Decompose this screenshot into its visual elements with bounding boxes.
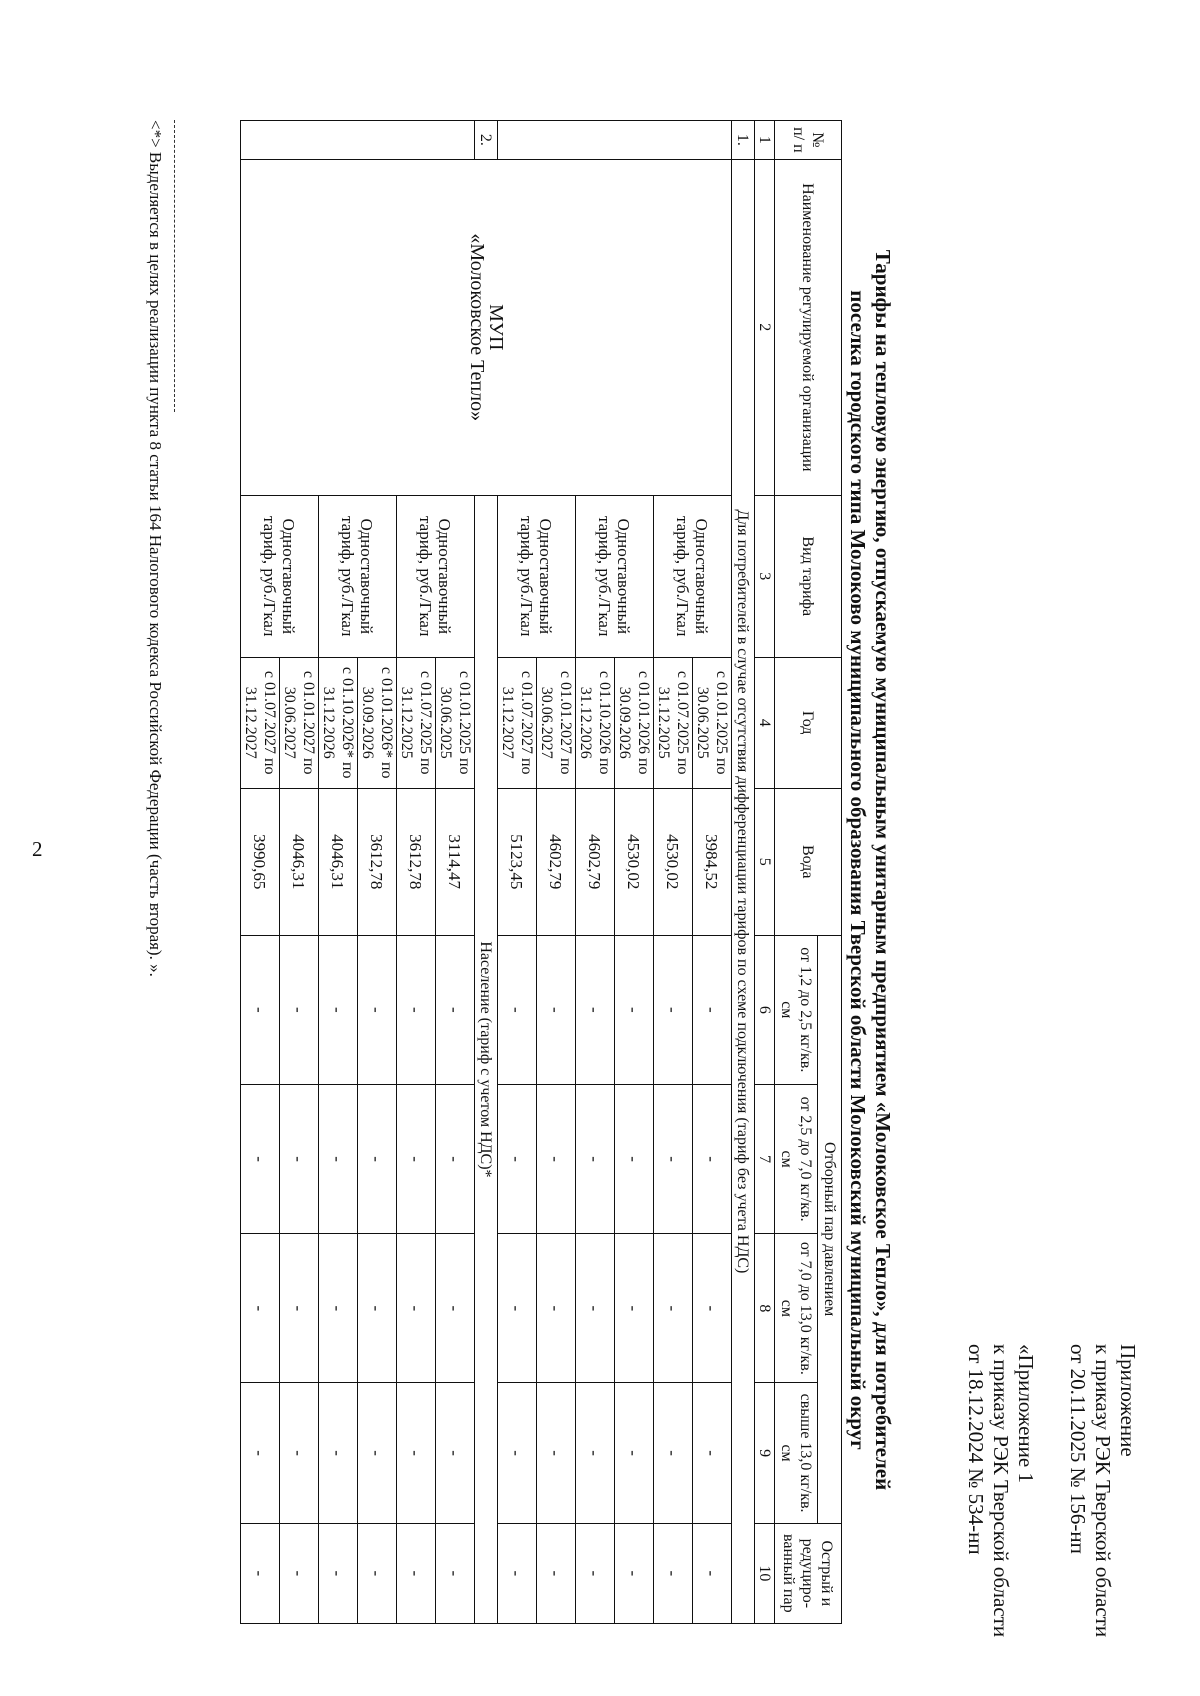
header-water: Вода <box>775 788 842 935</box>
footnote: <*> Выделяется в целях реализации пункта 8 статьи 164 Налогового кодекса Российской Федерации (часть вторая). ». <box>146 120 165 977</box>
steam-p1-value: - <box>498 935 537 1084</box>
sharp-steam-value: - <box>576 1523 615 1623</box>
period-cell: с 01.01.2026 по 30.09.2026 <box>615 657 654 788</box>
steam-p4-value: - <box>498 1383 537 1523</box>
period-cell: с 01.10.2026* по 31.12.2026 <box>319 657 358 788</box>
steam-p2-value: - <box>654 1084 693 1233</box>
steam-p3-value: - <box>576 1234 615 1383</box>
table-body <box>241 121 755 1624</box>
organization-line: «Молоковское Тепло» <box>466 233 488 422</box>
tariff-kind: Одноставочный тариф, руб./Гкал <box>319 495 397 657</box>
sharp-steam-value: - <box>693 1523 732 1623</box>
organization-name <box>241 159 732 495</box>
water-tariff: 4046,31 <box>319 788 358 935</box>
section-label: Население (тариф с учетом НДС)* <box>475 495 498 1623</box>
steam-p4-value: - <box>537 1383 576 1523</box>
steam-p3-value: - <box>498 1234 537 1383</box>
steam-p2-value: - <box>615 1084 654 1233</box>
sharp-steam-value: - <box>537 1523 576 1623</box>
steam-p1-value: - <box>615 935 654 1084</box>
sharp-steam-value: - <box>397 1523 436 1623</box>
section-row <box>732 121 755 1624</box>
steam-p1-value: - <box>280 935 319 1084</box>
tariff-kind: Одноставочный тариф, руб./Гкал <box>498 495 576 657</box>
column-number: 8 <box>755 1234 775 1383</box>
steam-p3-value: - <box>241 1234 280 1383</box>
steam-p4-value: - <box>397 1383 436 1523</box>
column-number: 4 <box>755 657 775 788</box>
period-cell: с 01.01.2025 по 30.06.2025 <box>693 657 732 788</box>
rotated-page <box>20 20 1180 1660</box>
column-number: 6 <box>755 935 775 1084</box>
appendix-line: «Приложение 1 <box>1014 1344 1038 1483</box>
steam-p3-value: - <box>280 1234 319 1383</box>
water-tariff: 4530,02 <box>615 788 654 935</box>
steam-p2-value: - <box>319 1084 358 1233</box>
header-pressure-1: от 1,2 до 2,5 кг/кв. см <box>775 935 818 1084</box>
water-tariff: 4530,02 <box>654 788 693 935</box>
title-line: поселка городского типа Молоково муниципального образования Тверской области Молоковский муниципальный округ <box>846 290 870 1450</box>
period-cell: с 01.01.2025 по 30.06.2025 <box>436 657 475 788</box>
tariff-table <box>240 120 842 1624</box>
steam-p1-value: - <box>537 935 576 1084</box>
water-tariff: 4602,79 <box>537 788 576 935</box>
appendix-line: Приложение <box>1116 1344 1140 1457</box>
appendix-line: к приказу РЭК Тверской области <box>1091 1344 1115 1638</box>
period-cell: с 01.07.2025 по 31.12.2025 <box>397 657 436 788</box>
column-number: 3 <box>755 495 775 657</box>
column-number: 7 <box>755 1084 775 1233</box>
header-sharp-steam: Острый и редуциро-ванный пар <box>775 1523 842 1623</box>
steam-p2-value: - <box>280 1084 319 1233</box>
steam-p4-value: - <box>241 1383 280 1523</box>
header-pressure-3: от 7,0 до 13,0 кг/кв. см <box>775 1234 818 1383</box>
period-cell: с 01.07.2027 по 31.12.2027 <box>241 657 280 788</box>
section-label: Для потребителей в случае отсутствия дифференциации тарифов по схеме подключения (тариф без учета НДС) <box>732 159 755 1623</box>
steam-p2-value: - <box>358 1084 397 1233</box>
steam-p3-value: - <box>693 1234 732 1383</box>
title-line: Тарифы на тепловую энергию, отпускаемую муниципальным унитарным предприятием «Молоковское Тепло», для потребителей <box>871 249 895 1491</box>
period-cell: с 01.07.2027 по 31.12.2027 <box>498 657 537 788</box>
steam-p1-value: - <box>654 935 693 1084</box>
sharp-steam-value: - <box>319 1523 358 1623</box>
steam-p4-value: - <box>576 1383 615 1523</box>
steam-p4-value: - <box>358 1383 397 1523</box>
period-cell: с 01.10.2026 по 31.12.2026 <box>576 657 615 788</box>
tariff-kind: Одноставочный тариф, руб./Гкал <box>241 495 319 657</box>
steam-p4-value: - <box>280 1383 319 1523</box>
water-tariff: 3990,65 <box>241 788 280 935</box>
sharp-steam-value: - <box>358 1523 397 1623</box>
sharp-steam-value: - <box>654 1523 693 1623</box>
steam-p2-value: - <box>576 1084 615 1233</box>
period-cell: с 01.01.2026* по 30.09.2026 <box>358 657 397 788</box>
steam-p2-value: - <box>397 1084 436 1233</box>
sharp-steam-value: - <box>241 1523 280 1623</box>
section-number: 2. <box>475 121 498 160</box>
header-kind: Вид тарифа <box>775 495 842 657</box>
steam-p4-value: - <box>436 1383 475 1523</box>
tariff-kind: Одноставочный тариф, руб./Гкал <box>654 495 732 657</box>
header-num: № п/ п <box>775 121 842 160</box>
column-number-row <box>755 121 775 1624</box>
footnote-divider <box>174 120 175 412</box>
column-number: 5 <box>755 788 775 935</box>
steam-p2-value: - <box>241 1084 280 1233</box>
water-tariff: 3612,78 <box>358 788 397 935</box>
section-number-spacer <box>241 121 475 160</box>
header-pressure-2: от 2,5 до 7,0 кг/кв. см <box>775 1084 818 1233</box>
steam-p3-value: - <box>397 1234 436 1383</box>
page-number: 2 <box>32 837 43 861</box>
steam-p3-value: - <box>615 1234 654 1383</box>
header-steam-group: Отборный пар давлением <box>818 935 842 1523</box>
steam-p1-value: - <box>397 935 436 1084</box>
steam-p2-value: - <box>537 1084 576 1233</box>
period-cell: с 01.01.2027 по 30.06.2027 <box>280 657 319 788</box>
steam-p4-value: - <box>615 1383 654 1523</box>
tariff-kind: Одноставочный тариф, руб./Гкал <box>397 495 475 657</box>
section-number: 1. <box>732 121 755 160</box>
document-title <box>845 120 895 1620</box>
sharp-steam-value: - <box>615 1523 654 1623</box>
steam-p3-value: - <box>319 1234 358 1383</box>
appendix-line: от 20.11.2025 № 156-нп <box>1066 1344 1090 1554</box>
previous-appendix-header <box>963 1344 1038 1637</box>
steam-p1-value: - <box>693 935 732 1084</box>
steam-p4-value: - <box>693 1383 732 1523</box>
steam-p2-value: - <box>498 1084 537 1233</box>
appendix-line: от 18.12.2024 № 534-нп <box>964 1344 988 1555</box>
sharp-steam-value: - <box>280 1523 319 1623</box>
tariff-kind: Одноставочный тариф, руб./Гкал <box>576 495 654 657</box>
steam-p1-value: - <box>436 935 475 1084</box>
steam-p1-value: - <box>576 935 615 1084</box>
steam-p4-value: - <box>319 1383 358 1523</box>
table-row <box>693 121 732 1624</box>
steam-p2-value: - <box>693 1084 732 1233</box>
header-year: Год <box>775 657 842 788</box>
steam-p4-value: - <box>654 1383 693 1523</box>
steam-p1-value: - <box>319 935 358 1084</box>
water-tariff: 3114,47 <box>436 788 475 935</box>
steam-p2-value: - <box>436 1084 475 1233</box>
steam-p3-value: - <box>537 1234 576 1383</box>
column-number: 10 <box>755 1523 775 1623</box>
column-number: 9 <box>755 1383 775 1523</box>
steam-p1-value: - <box>358 935 397 1084</box>
appendix-line: к приказу РЭК Тверской области <box>989 1344 1013 1638</box>
sharp-steam-value: - <box>498 1523 537 1623</box>
section-number-spacer <box>498 121 732 160</box>
water-tariff: 4046,31 <box>280 788 319 935</box>
column-number: 1 <box>755 121 775 160</box>
column-number: 2 <box>755 159 775 495</box>
steam-p3-value: - <box>436 1234 475 1383</box>
steam-p3-value: - <box>654 1234 693 1383</box>
organization-line: МУП <box>485 304 507 351</box>
header-org: Наименование регулируемой организации <box>775 159 842 495</box>
steam-p3-value: - <box>358 1234 397 1383</box>
period-cell: с 01.07.2025 по 31.12.2025 <box>654 657 693 788</box>
header-pressure-4: свыше 13,0 кг/кв. см <box>775 1383 818 1523</box>
sharp-steam-value: - <box>436 1523 475 1623</box>
period-cell: с 01.01.2027 по 30.06.2027 <box>537 657 576 788</box>
water-tariff: 3612,78 <box>397 788 436 935</box>
water-tariff: 4602,79 <box>576 788 615 935</box>
appendix-header <box>1065 1344 1140 1637</box>
water-tariff: 3984,52 <box>693 788 732 935</box>
water-tariff: 5123,45 <box>498 788 537 935</box>
steam-p1-value: - <box>241 935 280 1084</box>
